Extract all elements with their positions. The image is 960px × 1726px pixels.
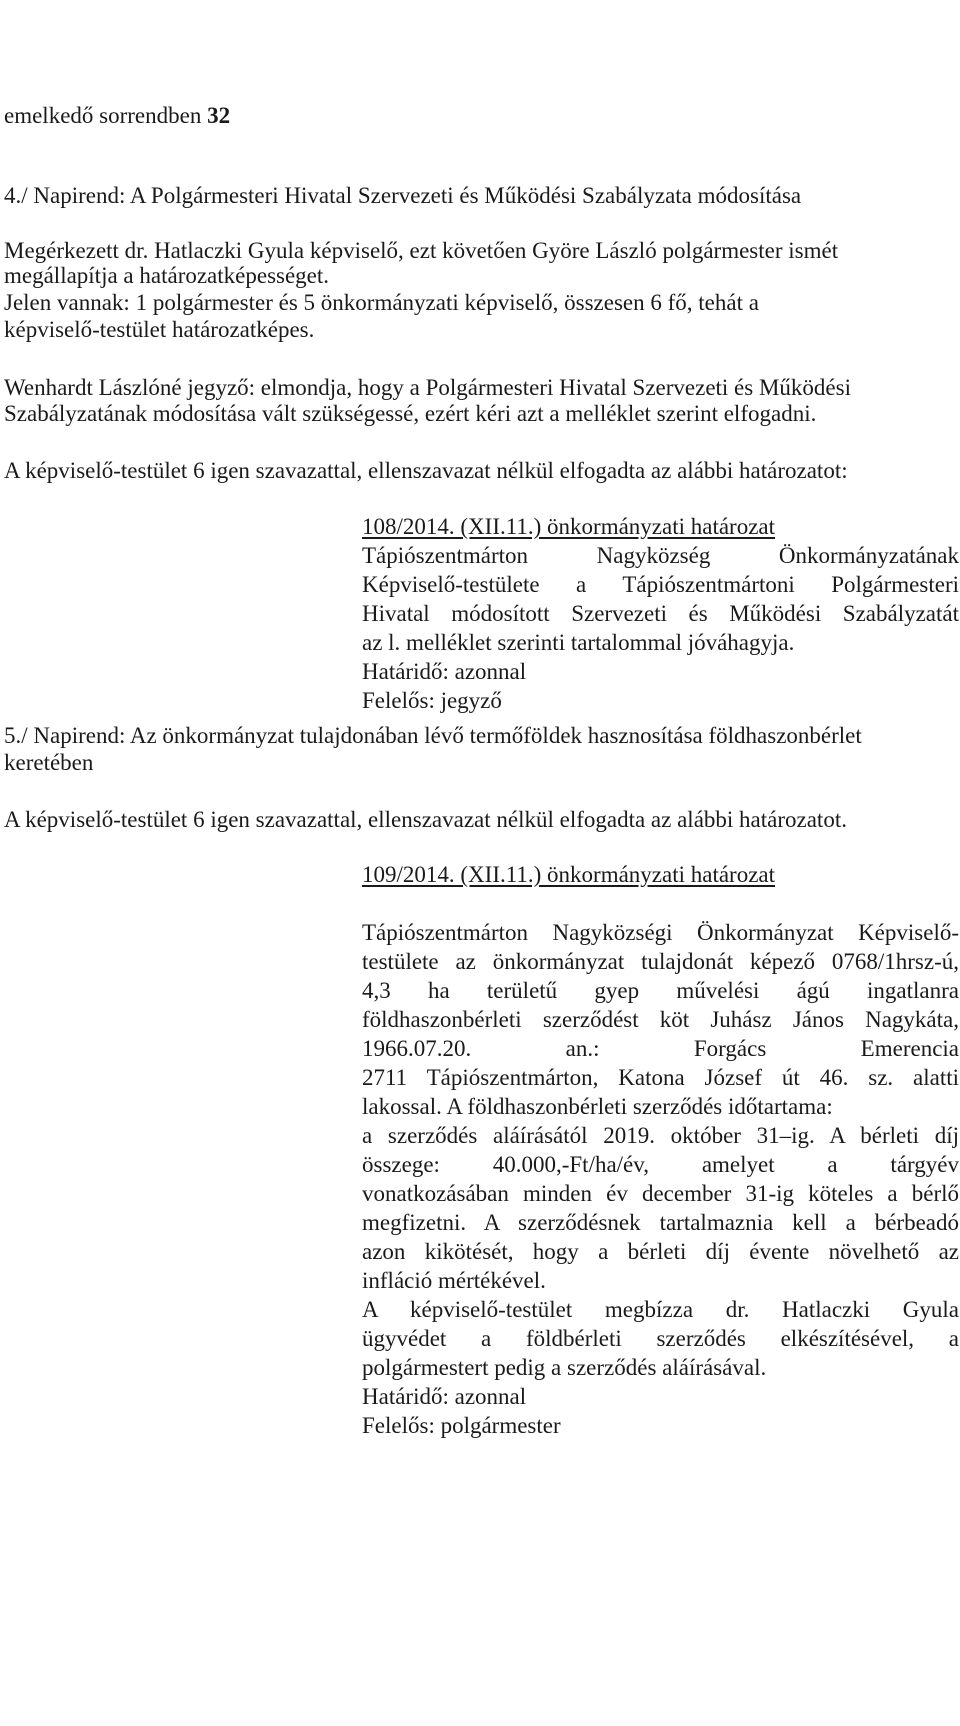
resolution-109-line: 2711 Tápiószentmárton, Katona József út 46. sz. alatti bbox=[362, 1065, 959, 1090]
agenda4-present-line2: képviselő-testület határozatképes. bbox=[4, 317, 315, 342]
agenda5-title-line2: keretében bbox=[4, 750, 94, 775]
resolution-109-line: 1966.07.20. an.: Forgács Emerencia bbox=[362, 1036, 959, 1061]
resolution-109-line: infláció mértékével. bbox=[362, 1268, 546, 1293]
resolution-108-responsible: Felelős: jegyző bbox=[362, 688, 502, 713]
agenda4-vote: A képviselő-testület 6 igen szavazattal, ellenszavazat nélkül elfogadta az alábbi határozatot: bbox=[4, 458, 848, 483]
resolution-109-line: lakossal. A földhaszonbérleti szerződés időtartama: bbox=[362, 1094, 833, 1119]
agenda5-vote: A képviselő-testület 6 igen szavazattal, ellenszavazat nélkül elfogadta az alábbi határozatot. bbox=[4, 807, 847, 832]
resolution-108-line: az l. melléklet szerinti tartalommal jóváhagyja. bbox=[362, 630, 795, 655]
resolution-108 bbox=[362, 512, 959, 715]
agenda5-title-line1: 5./ Napirend: Az önkormányzat tulajdonában lévő termőföldek hasznosítása földhaszonbérlet bbox=[4, 723, 862, 748]
agenda4-arrival-line2: megállapítja a határozatképességet. bbox=[4, 263, 330, 288]
intro-number: 32 bbox=[207, 103, 231, 128]
resolution-109-line: földhaszonbérleti szerződést köt Juhász János Nagykáta, bbox=[362, 1007, 959, 1032]
resolution-109-line: a szerződés aláírásától 2019. október 31–ig. A bérleti díj bbox=[362, 1123, 959, 1148]
agenda4-notary-line1: Wenhardt Lászlóné jegyző: elmondja, hogy a Polgármesteri Hivatal Szervezeti és Működési bbox=[4, 375, 851, 400]
resolution-108-title: 108/2014. (XII.11.) önkormányzati határozat bbox=[362, 514, 776, 539]
resolution-109-line: A képviselő-testület megbízza dr. Hatlaczki Gyula bbox=[362, 1297, 959, 1322]
resolution-109-body bbox=[362, 918, 959, 1440]
resolution-108-line: Tápiószentmárton Nagyközség Önkormányzatának bbox=[362, 543, 959, 568]
agenda4-present-line1: Jelen vannak: 1 polgármester és 5 önkormányzati képviselő, összesen 6 fő, tehát a bbox=[4, 290, 759, 315]
intro-line bbox=[4, 103, 230, 129]
resolution-109-line: testülete az önkormányzat tulajdonát képező 0768/1hrsz-ú, bbox=[362, 949, 959, 974]
resolution-109-line: polgármestert pedig a szerződés aláírásával. bbox=[362, 1355, 767, 1380]
resolution-109-line: 4,3 ha területű gyep művelési ágú ingatlanra bbox=[362, 978, 959, 1003]
resolution-109-title: 109/2014. (XII.11.) önkormányzati határozat bbox=[362, 862, 776, 887]
agenda4-title: 4./ Napirend: A Polgármesteri Hivatal Szervezeti és Működési Szabályzata módosítása bbox=[4, 183, 802, 208]
resolution-109 bbox=[362, 860, 959, 889]
resolution-108-line: Hivatal módosított Szervezeti és Működési Szabályzatát bbox=[362, 601, 959, 626]
resolution-109-line: Tápiószentmárton Nagyközségi Önkormányzat Képviselő- bbox=[362, 920, 959, 945]
intro-text: emelkedő sorrendben bbox=[4, 103, 202, 128]
resolution-108-deadline: Határidő: azonnal bbox=[362, 659, 527, 684]
resolution-109-line: azon kikötését, hogy a bérleti díj évente növelhető az bbox=[362, 1239, 959, 1264]
agenda4-notary-line2: Szabályzatának módosítása vált szükségessé, ezért kéri azt a melléklet szerint elfogadni. bbox=[4, 401, 817, 426]
resolution-109-responsible: Felelős: polgármester bbox=[362, 1413, 561, 1438]
resolution-109-line: összege: 40.000,-Ft/ha/év, amelyet a tárgyév bbox=[362, 1152, 959, 1177]
agenda4-arrival-line1: Megérkezett dr. Hatlaczki Gyula képviselő, ezt követően Györe László polgármester ismét bbox=[4, 238, 839, 263]
resolution-109-line: megfizetni. A szerződésnek tartalmaznia kell a bérbeadó bbox=[362, 1210, 959, 1235]
resolution-109-line: vonatkozásában minden év december 31-ig köteles a bérlő bbox=[362, 1181, 959, 1206]
resolution-108-line: Képviselő-testülete a Tápiószentmártoni Polgármesteri bbox=[362, 572, 959, 597]
resolution-109-deadline: Határidő: azonnal bbox=[362, 1384, 527, 1409]
resolution-109-line: ügyvédet a földbérleti szerződés elkészítésével, a bbox=[362, 1326, 959, 1351]
